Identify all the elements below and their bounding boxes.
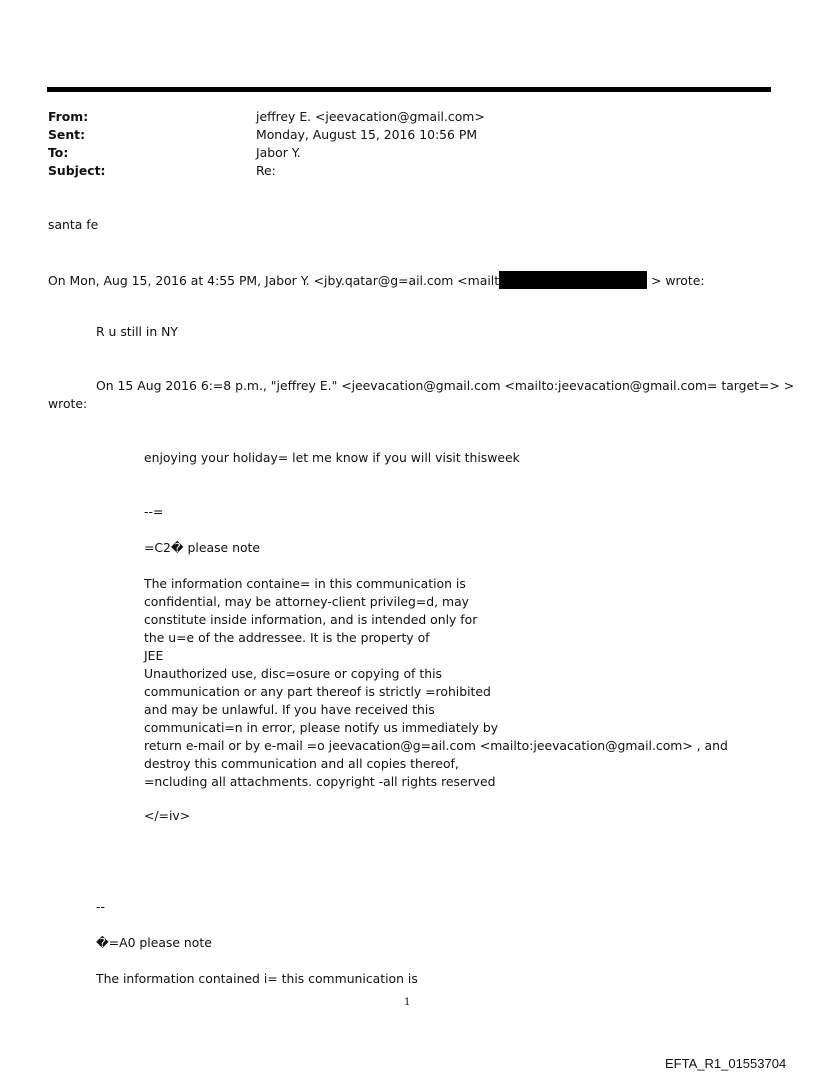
disclaimer-line: =ncluding all attachments. copyright -all rights reserved <box>144 774 496 789</box>
reply-text: santa fe <box>48 217 99 232</box>
quote1-attribution-end: > wrote: <box>647 273 705 288</box>
quote2-attribution-line2: wrote: <box>48 396 88 411</box>
bates-number: EFTA_R1_01553704 <box>665 1056 787 1071</box>
disclaimer-line: communication or any part thereof is strictly =rohibited <box>144 684 491 699</box>
to-value: Jabor Y. <box>256 145 301 160</box>
disclaimer-line: constitute inside information, and is intended only for <box>144 612 478 627</box>
disclaimer-line: communicati=n in error, please notify us immediately by <box>144 720 499 735</box>
disclaimer-line: The information containe= in this communication is <box>144 576 466 591</box>
please-note-line: =C2� please note <box>144 540 261 555</box>
page-number: 1 <box>404 997 411 1008</box>
disclaimer-line: confidential, may be attorney-client privileg=d, may <box>144 594 469 609</box>
redaction-block <box>499 271 647 289</box>
from-label: From: <box>48 109 89 124</box>
div-close-tag: </=iv> <box>144 808 191 823</box>
disclaimer-line: the u=e of the addressee. It is the property of <box>144 630 430 645</box>
quote2-attribution-line1: On 15 Aug 2016 6:=8 p.m., "jeffrey E." <jeevacation@gmail.com <mailto:jeevacation@gmail.com= target=> > <box>96 378 795 393</box>
disclaimer-line: and may be unlawful. If you have received this <box>144 702 435 717</box>
subject-label: Subject: <box>48 163 106 178</box>
disclaimer2-first-line: The information contained i= this communication is <box>96 971 418 986</box>
please-note-line-2: �=A0 please note <box>96 935 212 950</box>
header-rule <box>47 87 771 92</box>
disclaimer-line: return e-mail or by e-mail =o jeevacation@g=ail.com <mailto:jeevacation@gmail.com> , and <box>144 738 728 753</box>
signature-separator-2: -- <box>96 899 105 914</box>
quote2-text: enjoying your holiday= let me know if you will visit thisweek <box>144 450 520 465</box>
disclaimer-line: destroy this communication and all copies thereof, <box>144 756 459 771</box>
quote1-attribution-start: On Mon, Aug 15, 2016 at 4:55 PM, Jabor Y. <jby.qatar@g=ail.com <mailt <box>48 273 500 288</box>
sent-value: Monday, August 15, 2016 10:56 PM <box>256 127 478 142</box>
signature-separator: --= <box>144 504 164 519</box>
from-value: jeffrey E. <jeevacation@gmail.com> <box>256 109 485 124</box>
quote1-attribution <box>48 271 705 289</box>
to-label: To: <box>48 145 69 160</box>
disclaimer-line: JEE <box>144 648 164 663</box>
quote1-text: R u still in NY <box>96 324 178 339</box>
subject-value: Re: <box>256 163 276 178</box>
sent-label: Sent: <box>48 127 86 142</box>
disclaimer-line: Unauthorized use, disc=osure or copying of this <box>144 666 442 681</box>
